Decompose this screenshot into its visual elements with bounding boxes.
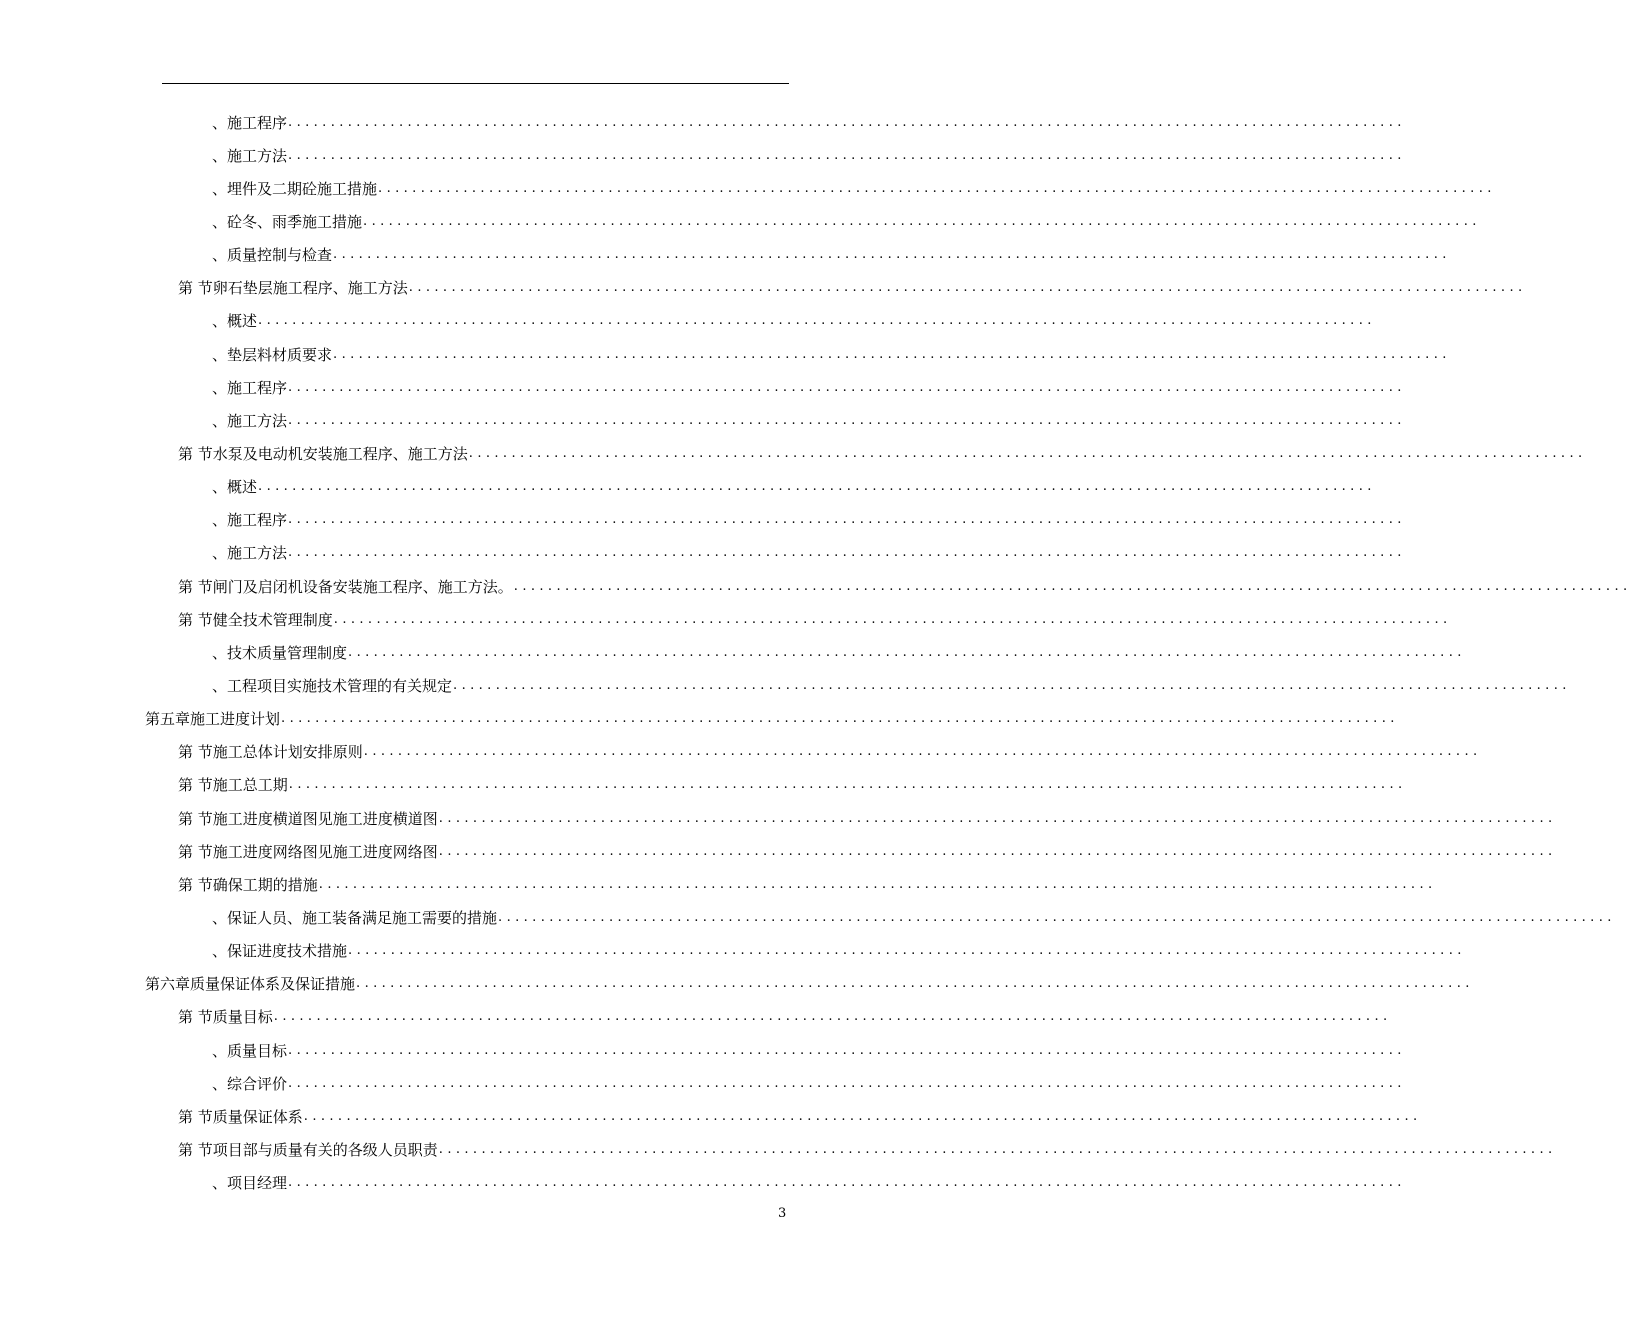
toc-entry[interactable] bbox=[0, 1167, 1406, 1200]
toc-entry-title: 水泵及电动机安装施工程序、施工方法 bbox=[212, 444, 468, 463]
toc-leader-dots: ................................................................................................................................... bbox=[363, 213, 1481, 229]
toc-entry-prefix: 、 bbox=[212, 544, 228, 563]
toc-entry-title: 质量控制与检查 bbox=[227, 246, 333, 265]
toc-entry-prefix: 、 bbox=[212, 212, 228, 231]
toc-entry-title: 质量保证体系 bbox=[212, 1107, 303, 1126]
toc-entry-title: 埋件及二期砼施工措施 bbox=[227, 179, 378, 198]
toc-entry-title: 质量目标 bbox=[212, 1008, 273, 1027]
toc-entry-prefix: 第 节 bbox=[178, 1140, 213, 1159]
toc-entry-prefix: 第 节 bbox=[178, 743, 213, 762]
toc-entry[interactable] bbox=[0, 1034, 1406, 1067]
toc-entry[interactable] bbox=[0, 537, 1406, 570]
toc-entry[interactable] bbox=[0, 172, 1496, 205]
toc-leader-dots: ................................................................................................................................... bbox=[258, 313, 1376, 329]
toc-entry-prefix: 第 节 bbox=[178, 1107, 213, 1126]
toc-entry-prefix: 、 bbox=[212, 146, 228, 165]
toc-leader-dots: ................................................................................................................................... bbox=[288, 545, 1406, 561]
toc-entry[interactable] bbox=[0, 703, 1399, 736]
toc-entry-title: 施工方法 bbox=[227, 146, 288, 165]
toc-entry-title: 施工方法 bbox=[227, 544, 288, 563]
toc-entry[interactable] bbox=[0, 1067, 1406, 1100]
toc-leader-dots: ................................................................................................................................... bbox=[363, 744, 1482, 760]
toc-leader-dots: ................................................................................................................................... bbox=[468, 445, 1587, 461]
toc-leader-dots: ................................................................................................................................... bbox=[453, 677, 1571, 693]
toc-entry-prefix: 、 bbox=[212, 1074, 228, 1093]
toc-entry-title: 保证人员、施工装备满足施工需要的措施 bbox=[227, 908, 498, 927]
toc-leader-dots: ................................................................................................................................... bbox=[288, 777, 1407, 793]
toc-entry[interactable] bbox=[0, 769, 1407, 802]
toc-entry-prefix: 、 bbox=[212, 511, 228, 530]
toc-entry[interactable] bbox=[0, 205, 1481, 238]
toc-entry[interactable] bbox=[0, 272, 1527, 305]
toc-entry-title: 施工总工期 bbox=[212, 776, 288, 795]
toc-entry-prefix: 、 bbox=[212, 113, 228, 132]
toc-entry-title: 垫层料材质要求 bbox=[227, 345, 333, 364]
toc-entry-title: 综合评价 bbox=[227, 1074, 288, 1093]
toc-entry[interactable] bbox=[0, 835, 1557, 868]
toc-entry-title: 施工进度横道图见施工进度横道图 bbox=[212, 809, 438, 828]
toc-entry-prefix: 、 bbox=[212, 478, 228, 497]
toc-entry-prefix: 第 节 bbox=[178, 809, 213, 828]
toc-entry[interactable] bbox=[0, 636, 1466, 669]
toc-entry-prefix: 第五章 bbox=[145, 710, 191, 729]
toc-entry-title: 施工程序 bbox=[227, 113, 288, 132]
toc-leader-dots: ................................................................................................................................... bbox=[408, 280, 1527, 296]
toc-leader-dots: ................................................................................................................................... bbox=[438, 1141, 1557, 1157]
toc-entry-title: 保证进度技术措施 bbox=[227, 942, 348, 961]
toc-entry-prefix: 、 bbox=[212, 246, 228, 265]
toc-leader-dots: ................................................................................................................................... bbox=[333, 247, 1451, 263]
toc-entry-title: 施工程序 bbox=[227, 378, 288, 397]
toc-entry-title: 质量保证体系及保证措施 bbox=[190, 975, 356, 994]
toc-entry-prefix: 、 bbox=[212, 908, 228, 927]
toc-entry-prefix: 、 bbox=[212, 179, 228, 198]
toc-entry[interactable] bbox=[0, 901, 1616, 934]
toc-entry[interactable] bbox=[0, 935, 1466, 968]
toc-leader-dots: ................................................................................................................................... bbox=[288, 1042, 1406, 1058]
toc-entry-title: 项目部与质量有关的各级人员职责 bbox=[212, 1140, 438, 1159]
toc-entry-prefix: 、 bbox=[212, 643, 228, 662]
toc-entry-title: 确保工期的措施 bbox=[212, 875, 318, 894]
toc-entry[interactable] bbox=[0, 106, 1406, 139]
toc-leader-dots: ................................................................................................................................... bbox=[288, 412, 1406, 428]
toc-leader-dots: ................................................................................................................................... bbox=[288, 1175, 1406, 1191]
toc-leader-dots: ................................................................................................................................... bbox=[258, 479, 1376, 495]
toc-leader-dots: ................................................................................................................................... bbox=[333, 611, 1452, 627]
toc-entry-title: 施工进度计划 bbox=[190, 710, 281, 729]
toc-entry[interactable] bbox=[0, 338, 1451, 371]
toc-entry[interactable] bbox=[0, 471, 1376, 504]
toc-entry[interactable] bbox=[0, 802, 1557, 835]
toc-entry-prefix: 、 bbox=[212, 942, 228, 961]
toc-leader-dots: ................................................................................................................................... bbox=[281, 711, 1399, 727]
toc-leader-dots: ................................................................................................................................... bbox=[288, 114, 1406, 130]
toc-entry[interactable] bbox=[0, 1133, 1557, 1166]
toc-entry[interactable] bbox=[0, 570, 1632, 603]
toc-entry[interactable] bbox=[0, 371, 1406, 404]
toc-entry-prefix: 第 节 bbox=[178, 842, 213, 861]
toc-entry[interactable] bbox=[0, 239, 1451, 272]
toc-entry[interactable] bbox=[0, 968, 1474, 1001]
toc-entry-prefix: 、 bbox=[212, 1174, 228, 1193]
toc-leader-dots: ................................................................................................................................... bbox=[288, 147, 1406, 163]
toc-entry-prefix: 第 节 bbox=[178, 444, 213, 463]
toc-entry-prefix: 、 bbox=[212, 411, 228, 430]
toc-entry-prefix: 、 bbox=[212, 312, 228, 331]
toc-leader-dots: ................................................................................................................................... bbox=[378, 180, 1496, 196]
toc-entry[interactable] bbox=[0, 437, 1587, 470]
toc-leader-dots: ................................................................................................................................... bbox=[348, 644, 1466, 660]
toc-entry-title: 概述 bbox=[227, 312, 258, 331]
toc-entry-title: 工程项目实施技术管理的有关规定 bbox=[227, 676, 453, 695]
toc-entry-prefix: 第 节 bbox=[178, 577, 213, 596]
toc-entry[interactable] bbox=[0, 139, 1406, 172]
toc-entry-prefix: 第 节 bbox=[178, 279, 213, 298]
toc-entry[interactable] bbox=[0, 736, 1482, 769]
toc-entry-prefix: 、 bbox=[212, 345, 228, 364]
toc-entry[interactable] bbox=[0, 404, 1406, 437]
header-rule bbox=[162, 83, 789, 84]
toc-entry-title: 施工进度网络图见施工进度网络图 bbox=[212, 842, 438, 861]
toc-entry-prefix: 、 bbox=[212, 676, 228, 695]
toc-entry[interactable] bbox=[0, 868, 1437, 901]
toc-leader-dots: ................................................................................................................................... bbox=[303, 1108, 1422, 1124]
toc-entry-prefix: 、 bbox=[212, 1041, 228, 1060]
toc-entry-title: 概述 bbox=[227, 478, 258, 497]
toc-leader-dots: ................................................................................................................................... bbox=[438, 810, 1557, 826]
table-of-contents bbox=[0, 106, 1632, 1200]
toc-entry-title: 卵石垫层施工程序、施工方法 bbox=[212, 279, 408, 298]
toc-leader-dots: ................................................................................................................................... bbox=[356, 976, 1474, 992]
toc-entry-title: 施工程序 bbox=[227, 511, 288, 530]
toc-leader-dots: ................................................................................................................................... bbox=[498, 909, 1616, 925]
toc-leader-dots: ................................................................................................................................... bbox=[288, 379, 1406, 395]
toc-leader-dots: ................................................................................................................................... bbox=[333, 346, 1451, 362]
toc-entry-title: 技术质量管理制度 bbox=[227, 643, 348, 662]
toc-entry[interactable] bbox=[0, 504, 1406, 537]
toc-entry-title: 项目经理 bbox=[227, 1174, 288, 1193]
toc-entry[interactable] bbox=[0, 1001, 1392, 1034]
toc-entry-title: 质量目标 bbox=[227, 1041, 288, 1060]
toc-entry-title: 施工方法 bbox=[227, 411, 288, 430]
toc-entry-prefix: 第 节 bbox=[178, 776, 213, 795]
toc-leader-dots: ................................................................................................................................... bbox=[348, 943, 1466, 959]
toc-entry-prefix: 、 bbox=[212, 378, 228, 397]
toc-entry-prefix: 第六章 bbox=[145, 975, 191, 994]
toc-entry[interactable] bbox=[0, 669, 1571, 702]
toc-entry-title: 闸门及启闭机设备安装施工程序、施工方法。 bbox=[212, 577, 513, 596]
toc-entry-prefix: 第 节 bbox=[178, 610, 213, 629]
toc-leader-dots: ................................................................................................................................... bbox=[288, 1075, 1406, 1091]
toc-entry-prefix: 第 节 bbox=[178, 1008, 213, 1027]
toc-entry[interactable] bbox=[0, 1100, 1422, 1133]
toc-entry[interactable] bbox=[0, 305, 1376, 338]
toc-entry-prefix: 第 节 bbox=[178, 875, 213, 894]
toc-leader-dots: ................................................................................................................................... bbox=[438, 843, 1557, 859]
toc-leader-dots: ................................................................................................................................... bbox=[318, 876, 1437, 892]
toc-leader-dots: ................................................................................................................................... bbox=[288, 512, 1406, 528]
page-number: 3 bbox=[778, 1206, 787, 1221]
toc-leader-dots: ................................................................................................................................... bbox=[273, 1009, 1392, 1025]
toc-entry[interactable] bbox=[0, 603, 1452, 636]
toc-entry-title: 砼冬、雨季施工措施 bbox=[227, 212, 363, 231]
toc-entry-title: 施工总体计划安排原则 bbox=[212, 743, 363, 762]
toc-entry-title: 健全技术管理制度 bbox=[212, 610, 333, 629]
toc-leader-dots: ................................................................................................................................... bbox=[513, 578, 1632, 594]
